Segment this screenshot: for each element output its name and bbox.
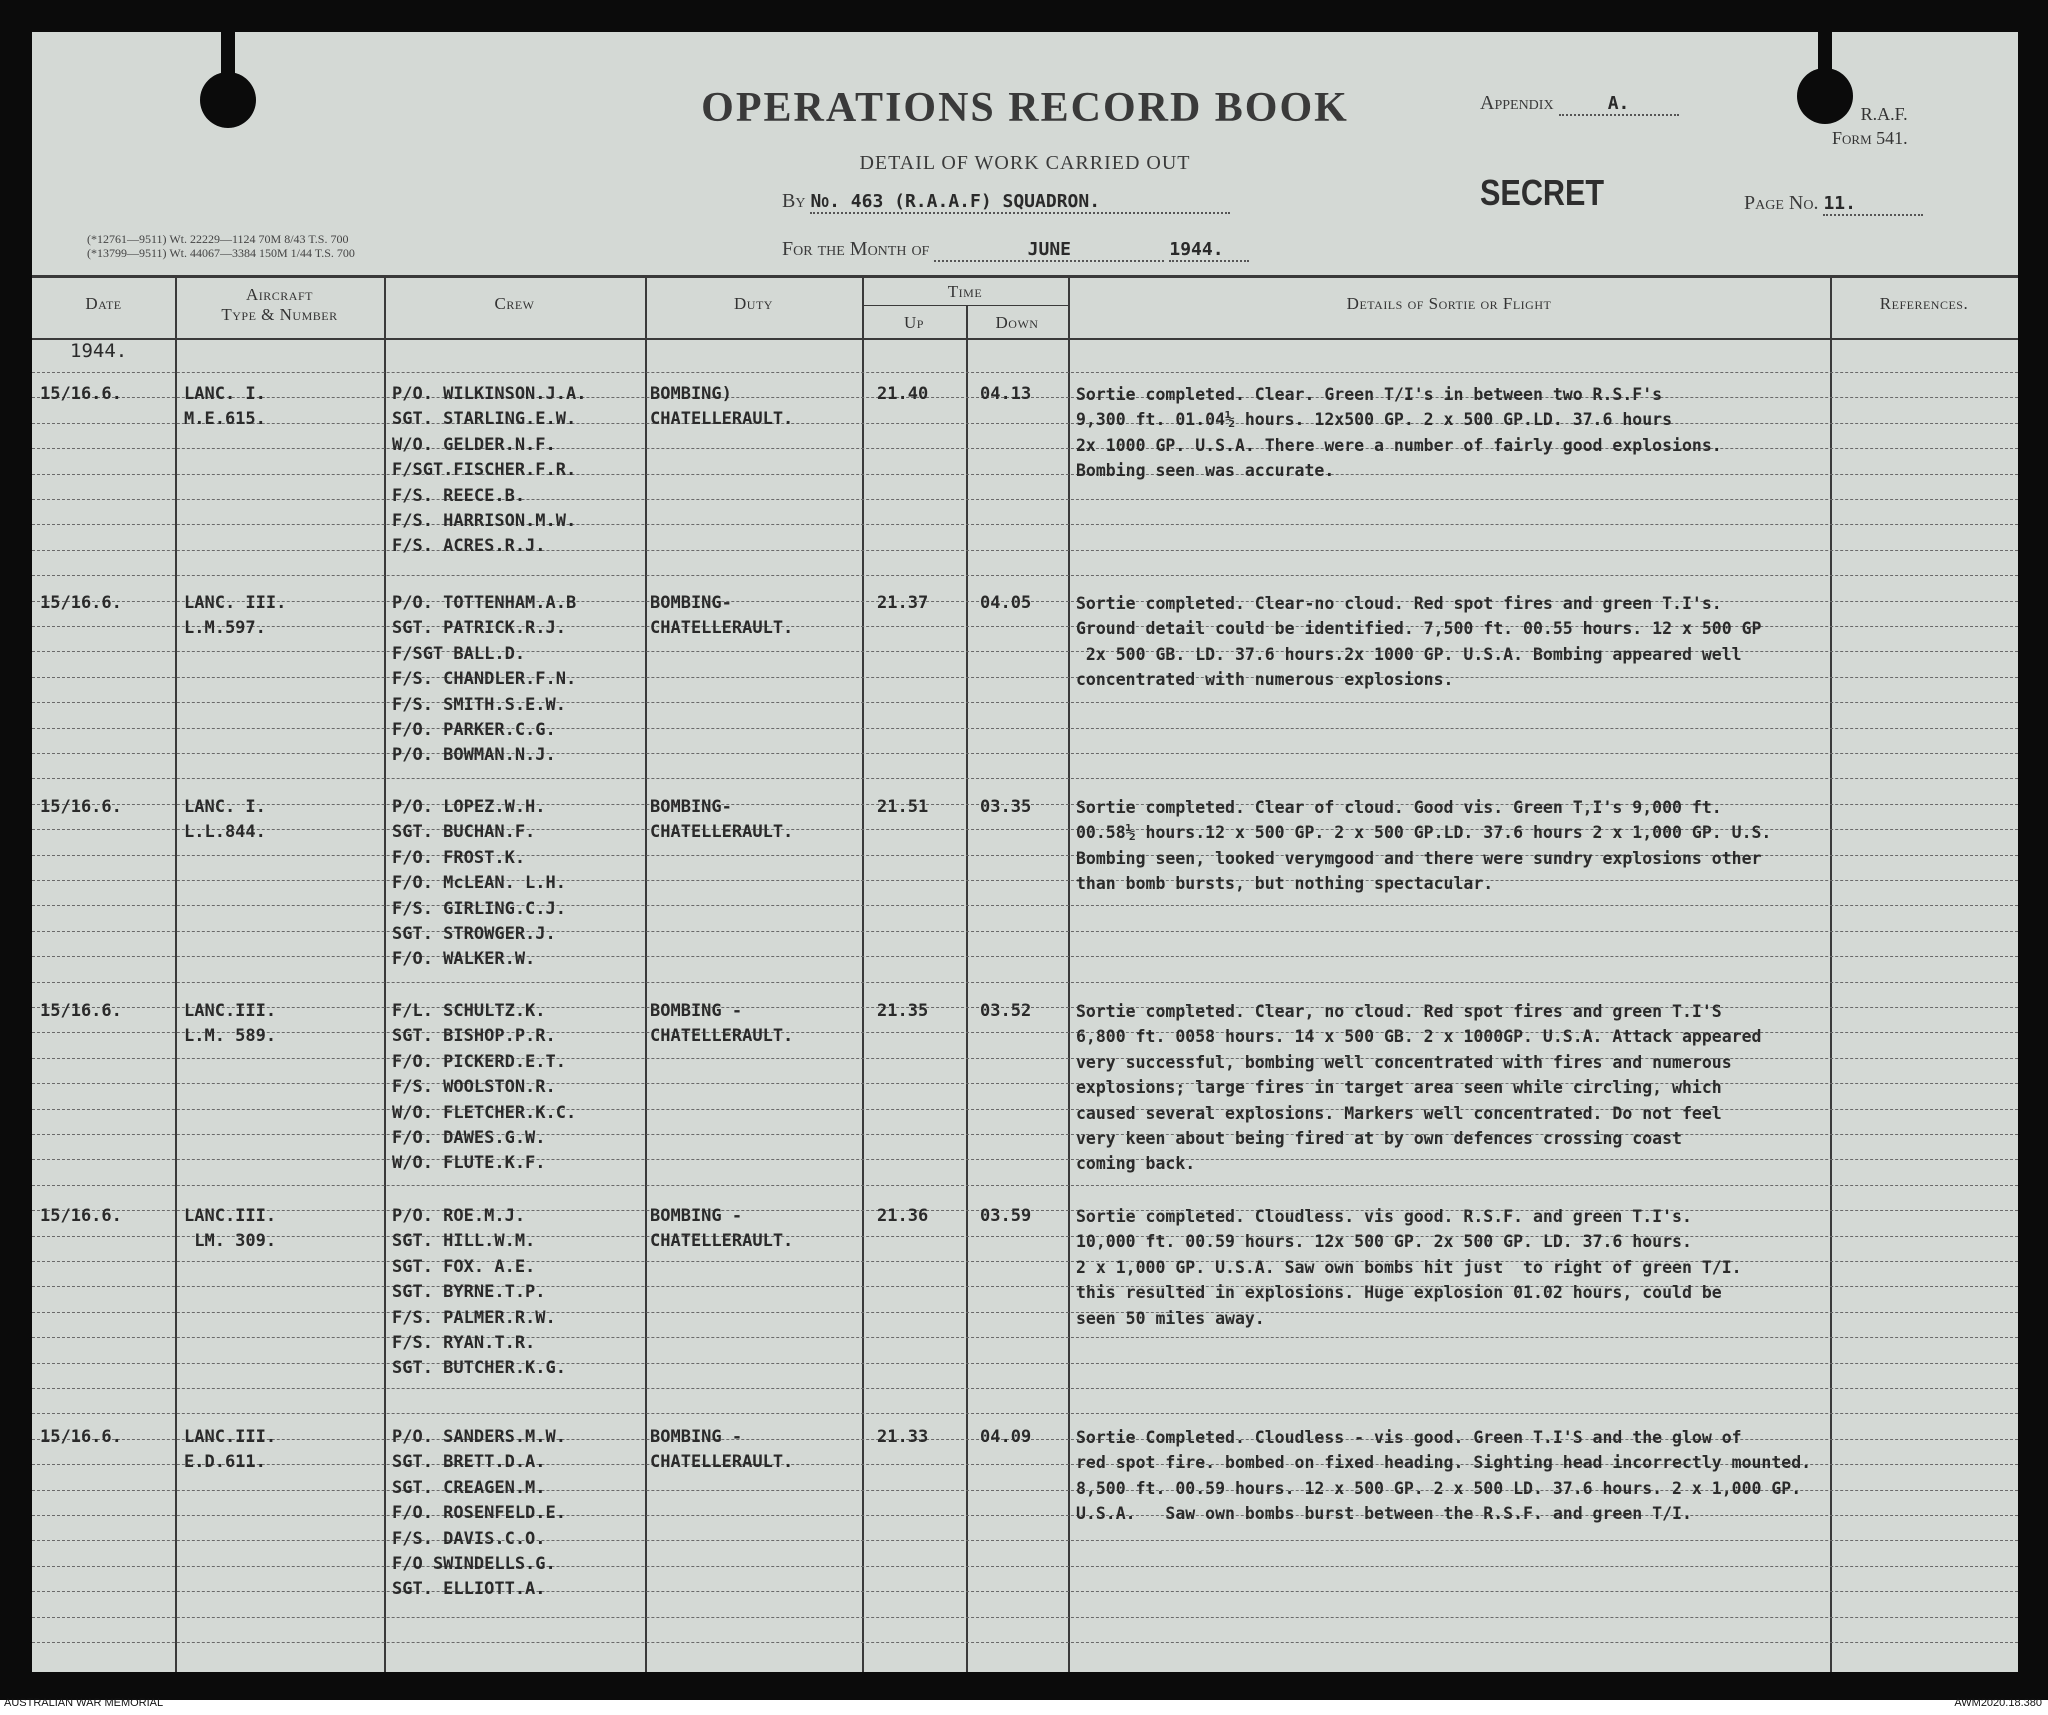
ruled-line [32, 1540, 2018, 1541]
entry-details: Sortie completed. Clear, no cloud. Red spot fires and green T.I'S 6,800 ft. 0058 hours. 14 x 500 GB. 2 x 1000GP. U.S.A. Attack appeared very successful, bombing well concentrated with fires and numerous explosions; large fires in target area seen while circling, which caused several explosions. Markers well concentrated. Do not feel very keen about being fired at by own defences crossing coast coming back. [1076, 1002, 1762, 1174]
binder-slot-left [221, 32, 235, 82]
col-head-time: Time [947, 282, 983, 301]
entry-aircraft: LANC.III. L.M. 589. [184, 1001, 277, 1047]
ruled-line [32, 778, 2018, 779]
ruled-line [32, 1642, 2018, 1643]
entry-crew: P/O. ROE.M.J. SGT. HILL.W.M. SGT. FOX. A.E. SGT. BYRNE.T.P. F/S. PALMER.R.W. F/S. RYAN.T.R. SGT. BUTCHER.K.G. [392, 1206, 566, 1379]
appendix-label: Appendix [1480, 92, 1554, 114]
form-code [1832, 102, 1908, 150]
year-value: 1944. [1169, 239, 1249, 262]
entry-down: 03.52 [980, 1001, 1032, 1021]
print-codes [87, 232, 355, 260]
entry-date: 15/16.6. [40, 1001, 122, 1021]
time-sub-rule [862, 305, 1068, 306]
page-number-field [1744, 192, 1923, 216]
ruled-line [32, 499, 2018, 500]
entry-duty: BOMBING) CHATELLERAULT. [650, 384, 794, 430]
entry-duty: BOMBING - CHATELLERAULT. [650, 1001, 794, 1047]
entry-aircraft: LANC.III. LM. 309. [184, 1206, 277, 1252]
month-value: JUNE [934, 239, 1164, 262]
entry-down: 04.13 [980, 384, 1032, 404]
print-code-line2: (*13799—9511) Wt. 44067—3384 150M 1/44 T.S. 700 [87, 246, 355, 260]
entry-date: 15/16.6. [40, 593, 122, 613]
entry-crew: P/O. WILKINSON.J.A. SGT. STARLING.E.W. W/O. GELDER.N.F. F/SGT.FISCHER.F.R. F/S. REECE.B. F/S. HARRISON.M.W. F/S. ACRES.R.J. [392, 384, 587, 557]
month-label: For the Month of [782, 238, 930, 260]
entry-down: 04.05 [980, 593, 1032, 613]
ruled-line [32, 1388, 2018, 1389]
ruled-line [32, 1617, 2018, 1618]
form-subtitle: DETAIL OF WORK CARRIED OUT [859, 152, 1191, 174]
col-head-down: Down [995, 313, 1039, 332]
appendix-value: A. [1559, 93, 1679, 116]
col-head-references: References. [1879, 294, 1969, 313]
ruled-line [32, 956, 2018, 957]
ruled-line [32, 702, 2018, 703]
month-field [782, 238, 1249, 262]
col-head-date: Date [85, 294, 122, 313]
entry-aircraft: LANC. III. L.M.597. [184, 593, 287, 639]
ruled-line [32, 1566, 2018, 1567]
entry-up: 21.36 [877, 1206, 929, 1226]
ruled-line [32, 728, 2018, 729]
entry-crew: P/O. SANDERS.M.W. SGT. BRETT.D.A. SGT. CREAGEN.M. F/O. ROSENFELD.E. F/S. DAVIS.C.O. F/O SWINDELLS.G. SGT. ELLIOTT.A. [392, 1427, 566, 1600]
footer-credit: AUSTRALIAN WAR MEMORIAL [4, 1697, 164, 1709]
entry-down: 03.59 [980, 1206, 1032, 1226]
ruled-line [32, 524, 2018, 525]
entry-duty: BOMBING - CHATELLERAULT. [650, 1427, 794, 1473]
entry-down: 04.09 [980, 1427, 1032, 1447]
entry-details: Sortie Completed. Cloudless - vis good. Green T.I'S and the glow of red spot fire. bombed on fixed heading. Sighting head incorrectly mounted. 8,500 ft. 00.59 hours. 12 x 500 GP. 2 x 500 LD. 37.6 hours. 2 x 1,000 GP. U.S.A. Saw own bombs burst between the R.S.F. and green T/I. [1076, 1428, 1812, 1524]
entry-date: 15/16.6. [40, 1427, 122, 1447]
binder-slot-right [1818, 32, 1832, 82]
ruled-line [32, 1413, 2018, 1414]
ruled-line [32, 550, 2018, 551]
col-divider-crew [645, 277, 647, 1672]
ruled-line [32, 905, 2018, 906]
entry-up: 21.40 [877, 384, 929, 404]
entry-details: Sortie completed. Clear. Green T/I's in between two R.S.F's 9,300 ft. 01.04½ hours. 12x500 GP. 2 x 500 GP.LD. 37.6 hours 2x 1000 GP. U.S.A. There were a number of fairly good explosions. Bombing seen was accurate. [1076, 385, 1722, 481]
ruled-line [32, 372, 2018, 373]
col-divider-aircraft [384, 277, 386, 1672]
ruled-line [32, 1185, 2018, 1186]
entry-aircraft: LANC. I. M.E.615. [184, 384, 266, 430]
ruled-line [32, 1591, 2018, 1592]
col-divider-duty [862, 277, 864, 1672]
form-code-line2: Form 541. [1832, 128, 1908, 148]
col-head-up: Up [904, 313, 924, 332]
year-marker: 1944. [70, 340, 128, 362]
col-head-duty: Duty [734, 294, 773, 313]
entry-down: 03.35 [980, 797, 1032, 817]
col-head-aircraft: Aircraft Type & Number [221, 285, 338, 324]
entry-duty: BOMBING - CHATELLERAULT. [650, 1206, 794, 1252]
col-divider-date [175, 277, 177, 1672]
ruled-line [32, 753, 2018, 754]
ruled-line [32, 575, 2018, 576]
entry-aircraft: LANC. I. L.L.844. [184, 797, 266, 843]
entry-crew: P/O. LOPEZ.W.H. SGT. BUCHAN.F. F/O. FROST.K. F/O. McLEAN. L.H. F/S. GIRLING.C.J. SGT. STROWGER.J. F/O. WALKER.W. [392, 797, 566, 970]
entry-crew: P/O. TOTTENHAM.A.B SGT. PATRICK.R.J. F/SGT BALL.D. F/S. CHANDLER.F.N. F/S. SMITH.S.E.W. F/O. PARKER.C.G. P/O. BOWMAN.N.J. [392, 593, 577, 766]
entry-duty: BOMBING- CHATELLERAULT. [650, 797, 794, 843]
entry-up: 21.35 [877, 1001, 929, 1021]
ruled-line [32, 982, 2018, 983]
footer-accession: AWM2020.18.380 [1954, 1697, 2042, 1709]
entry-crew: F/L. SCHULTZ.K. SGT. BISHOP.P.R. F/O. PICKERD.E.T. F/S. WOOLSTON.R. W/O. FLETCHER.K.C. F/O. DAWES.G.W. W/O. FLUTE.K.F. [392, 1001, 577, 1174]
form-title: OPERATIONS RECORD BOOK [701, 85, 1349, 131]
squadron-field [782, 190, 1230, 214]
entry-details: Sortie completed. Clear-no cloud. Red spot fires and green T.I's. Ground detail could be identified. 7,500 ft. 00.55 hours. 12 x 500 GP 2x 500 GB. LD. 37.6 hours.2x 1000 GP. U.S.A. Bombing appeared well concentrated with numerous explosions. [1076, 594, 1762, 690]
form-code-line1: R.A.F. [1860, 104, 1908, 124]
page-label: Page No. [1744, 192, 1819, 214]
table-header-rule [32, 338, 2018, 340]
entry-details: Sortie completed. Cloudless. vis good. R.S.F. and green T.I's. 10,000 ft. 00.59 hours. 12x 500 GP. 2x 500 GP. LD. 37.6 hours. 2 x 1,000 GP. U.S.A. Saw own bombs hit just to right of green T/I. this resulted in explosions. Huge explosion 01.02 hours, could be seen 50 miles away. [1076, 1207, 1742, 1328]
entry-up: 21.33 [877, 1427, 929, 1447]
entry-date: 15/16.6. [40, 797, 122, 817]
entry-date: 15/16.6. [40, 1206, 122, 1226]
table-top-rule [32, 275, 2018, 278]
entry-up: 21.37 [877, 593, 929, 613]
entry-duty: BOMBING- CHATELLERAULT. [650, 593, 794, 639]
col-head-details: Details of Sortie or Flight [1346, 294, 1552, 313]
entry-date: 15/16.6. [40, 384, 122, 404]
appendix-field [1480, 92, 1679, 116]
print-code-line1: (*12761—9511) Wt. 22229—1124 70M 8/43 T.S. 700 [87, 232, 349, 246]
ruled-line [32, 1363, 2018, 1364]
squadron-value: No. 463 (R.A.A.F) SQUADRON. [810, 191, 1230, 214]
ruled-line [32, 931, 2018, 932]
col-divider-up [966, 305, 968, 1672]
ruled-line [32, 1337, 2018, 1338]
form-sheet [32, 32, 2018, 1672]
entry-details: Sortie completed. Clear of cloud. Good vis. Green T,I's 9,000 ft. 00.58½ hours.12 x 500 GP. 2 x 500 GP.LD. 37.6 hours 2 x 1,000 GP. U.S. Bombing seen, looked verymgood and there were sundry explosions other than bomb bursts, but nothing spectacular. [1076, 798, 1772, 894]
page-number-value: 11. [1823, 193, 1923, 216]
entry-aircraft: LANC.III. E.D.611. [184, 1427, 277, 1473]
secret-stamp: SECRET [1480, 172, 1605, 213]
col-head-crew: Crew [494, 294, 535, 313]
entry-up: 21.51 [877, 797, 929, 817]
by-label: By [782, 190, 806, 212]
col-divider-down [1068, 277, 1070, 1672]
